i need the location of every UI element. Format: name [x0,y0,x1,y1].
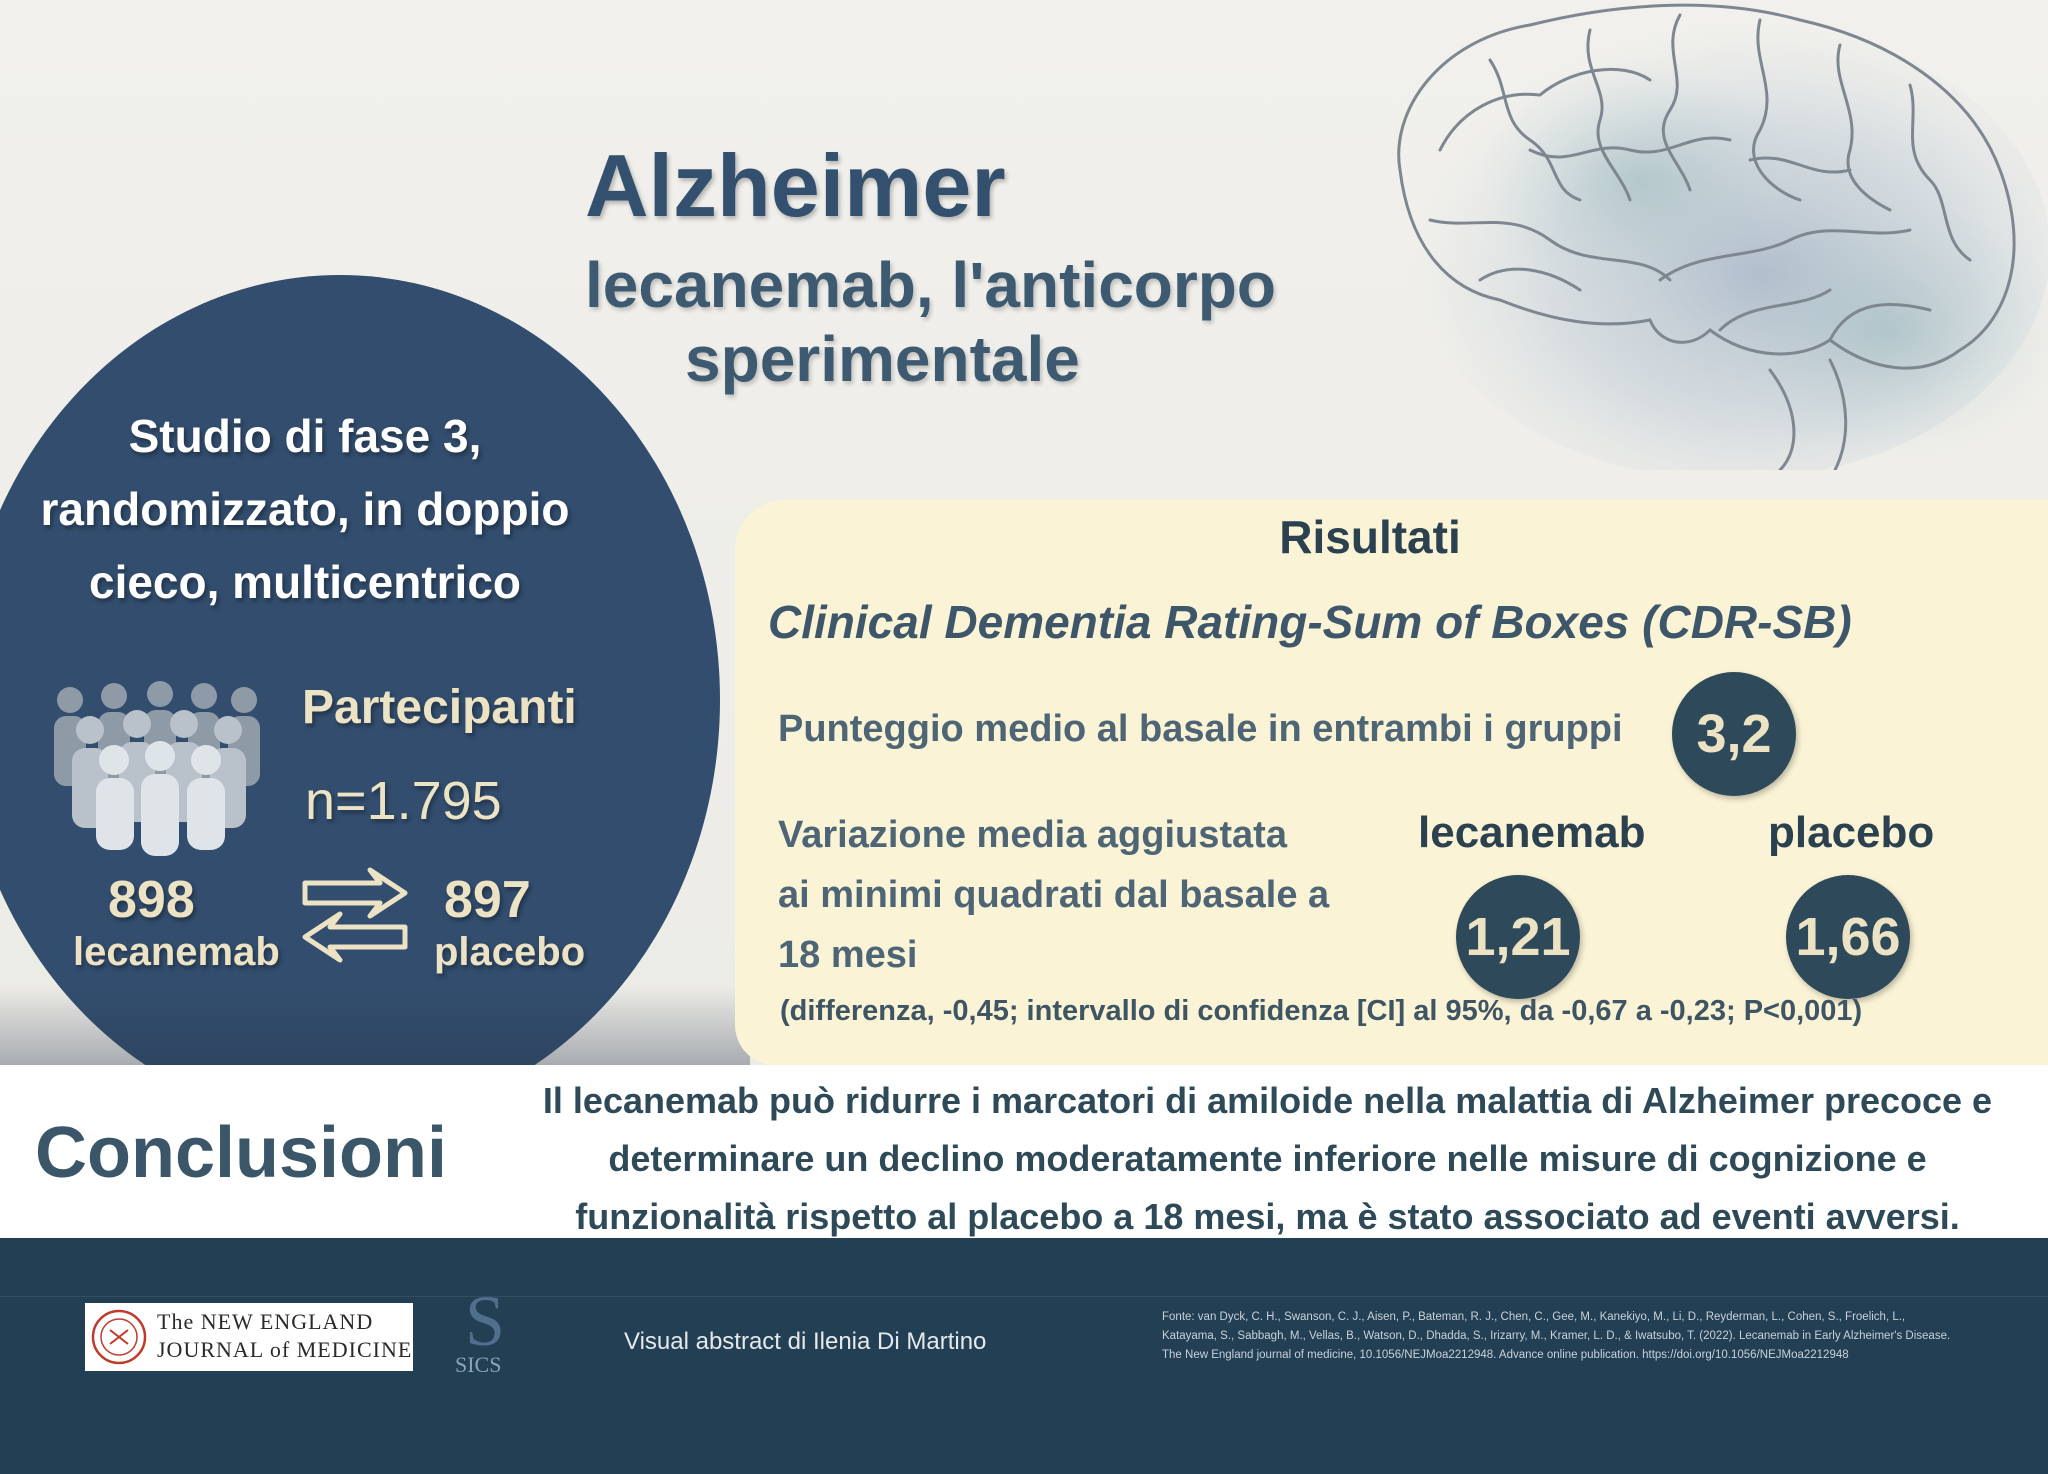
placebo-value-bubble: 1,66 [1786,875,1910,999]
study-line-1: Studio di fase 3, [128,410,482,462]
arm-lecanemab-header: lecanemab [1418,808,1646,857]
subtitle-line-2: sperimentale [685,323,1080,395]
people-group-icon [52,680,262,860]
source-citation [1162,1308,2032,1365]
footer-divider [0,1296,2048,1297]
nejm-wordmark [157,1308,412,1364]
baseline-value-bubble: 3,2 [1672,672,1796,796]
confidence-interval-note: (differenza, -0,45; intervallo di confidenza [CI] al 95%, da -0,67 a -0,23; P<0,001) [780,995,1863,1027]
page-subtitle [585,248,1276,396]
participants-total: n=1.795 [305,771,502,831]
nejm-seal-icon [90,1308,148,1366]
conclusion-line-1: Il lecanemab può ridurre i marcatori di amiloide nella malattia di Alzheimer precoce e [542,1080,1993,1121]
study-line-3: cieco, multicentrico [88,556,521,608]
placebo-arm-label: placebo [434,930,586,974]
source-line-1: Fonte: van Dyck, C. H., Swanson, C. J., Aisen, P., Bateman, R. J., Chen, C., Gee, M., Kanekiyo, M., Li, D., Reyderman, L., Cohen, S., Froelich, L., [1162,1311,1906,1323]
conclusions-title: Conclusioni [35,1113,447,1193]
change-line-1: Variazione media aggiustata [778,814,1287,856]
change-description [778,805,1329,985]
change-line-2: ai minimi quadrati dal basale a [778,874,1330,916]
placebo-count: 897 [444,871,531,929]
page-title: Alzheimer [585,136,1006,235]
source-line-3: The New England journal of medicine, 10.1056/NEJMoa2212948. Advance online publication. https://doi.org/10.1056/NEJMoa2212948 [1162,1349,1849,1361]
circle-shadow [0,985,750,1065]
baseline-text: Punteggio medio al basale in entrambi i gruppi [778,708,1623,750]
nejm-line-1: The NEW ENGLAND [157,1309,374,1334]
conclusion-line-2: determinare un declino moderatamente inferiore nelle misure di cognizione e [608,1138,1927,1179]
lecanemab-count: 898 [108,871,195,929]
results-subtitle: Clinical Dementia Rating-Sum of Boxes (CDR-SB) [768,596,1852,648]
conclusion-line-3: funzionalità rispetto al placebo a 18 mesi, ma è stato associato ad eventi avversi. [575,1196,1960,1237]
sics-logo-mark: S [465,1281,506,1361]
study-line-2: randomizzato, in doppio [40,483,570,535]
author-credit: Visual abstract di Ilenia Di Martino [624,1328,987,1355]
brain-illustration [1330,0,2048,470]
sics-logo-label: SICS [455,1352,502,1377]
source-line-2: Katayama, S., Sabbagh, M., Vellas, B., Watson, D., Dhadda, S., Irizarry, M., Kramer, L. D., & Iwatsubo, T. (2022). Lecanemab in Early Alzheimer's Disease. [1162,1330,1951,1342]
change-line-3: 18 mesi [778,934,918,976]
results-title: Risultati [1279,511,1461,563]
arm-placebo-header: placebo [1768,808,1935,857]
lecanemab-arm-label: lecanemab [73,930,280,974]
swap-arrows-icon [300,865,410,965]
subtitle-line-1: lecanemab, l'anticorpo [585,249,1276,321]
participants-label: Partecipanti [302,681,577,734]
lecanemab-value-bubble: 1,21 [1456,875,1580,999]
conclusions-text [490,1072,2045,1246]
nejm-line-2: JOURNAL of MEDICINE [157,1337,413,1362]
study-design [10,400,600,619]
